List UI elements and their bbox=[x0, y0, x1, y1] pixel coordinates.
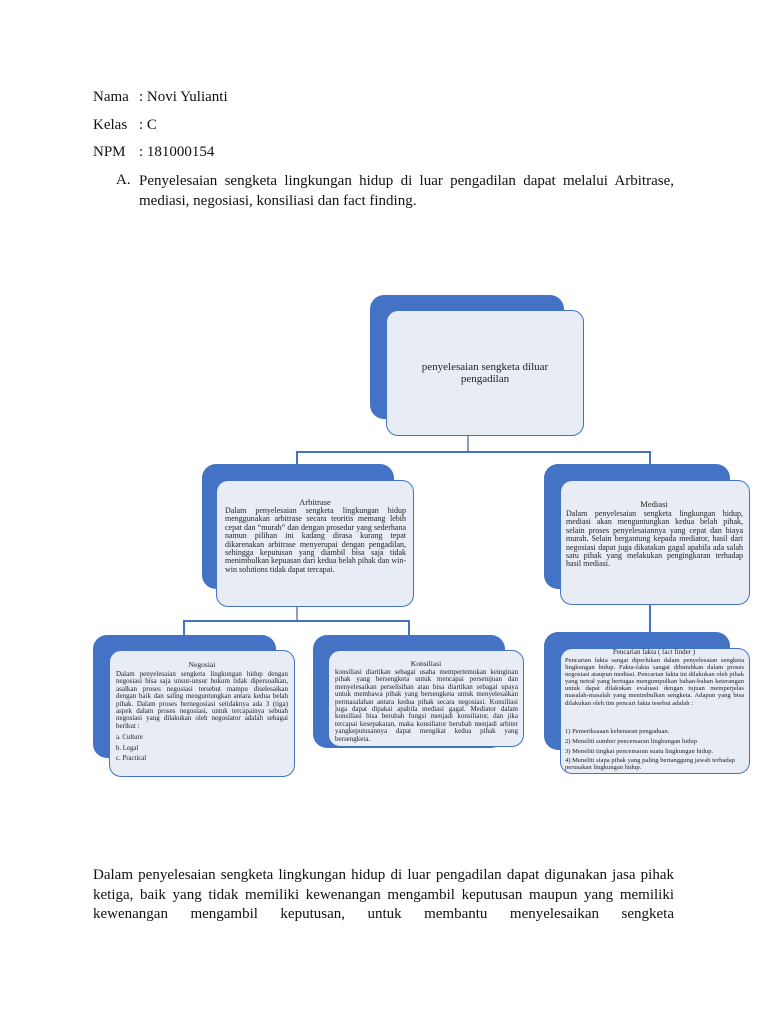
item-a-text: Penyelesaian sengketa lingkungan hidup di luar pengadilan dapat melalui Arbitrase, mediasi, negosiasi, konsiliasi dan fact finding. bbox=[139, 173, 674, 209]
konsiliasi-title: Konsiliasi bbox=[410, 659, 442, 668]
connector-level2-bar bbox=[183, 620, 409, 622]
negosiasi-list-item: a. Culture bbox=[116, 734, 143, 741]
pencarian-list-item: 3) Meneliti tingkat pencemaran suatu lingkungan hidup. bbox=[565, 748, 714, 755]
npm-value: : 181000154 bbox=[139, 144, 215, 160]
pencarian-list-item: 4) Meneliti siapa pihak yang paling bertanggung jawab terhadap perusakan lingkungan hidup. bbox=[565, 757, 735, 772]
kelas-value: : C bbox=[139, 117, 157, 133]
negosiasi-body: Dalam penyelesaian sengketa lingkungan hidup dengan negosiasi bisa saja unsur-unsur hukum tidak dipersoalkan, asalkan proses negosiasi tersebut mampu diselesaikan dengan baik dan saling menguntungkan antara kedua belah pihak. Dalam proses bernegosiasi setidaknya ada 3 (tiga) aspek dalam proses negosiasi, untuk tercapainya sebuah negosiasi yang dilakukan oleh negosiator adalah sebagai berikut : bbox=[116, 670, 288, 730]
mediasi-body: Dalam penyelesaian sengketa lingkungan hidup, mediasi akan menguntungkan kedua belah pihak, selain proses penyelesaiannya yang cepat dan biaya murah. Selain bergantung kepada mediator, hasil dari negosiasi dapat juga dikatakan gagal apabila ada salah satu pihak yang melakukan pengingkaran terhadap hasil mediasi. bbox=[566, 509, 743, 569]
bottom-paragraph: Dalam penyelesaian sengketa lingkungan hidup di luar pengadilan dapat digunakan jasa pihak ketiga, baik yang tidak memiliki kewenangan mengambil keputusan maupun yang memiliki kewenangan mengambil keputusan, untuk membantu menyelesaikan sengketa bbox=[93, 867, 674, 922]
nama-value: : Novi Yulianti bbox=[139, 89, 228, 105]
connector-to-konsiliasi bbox=[408, 620, 410, 636]
pencarian-title: Pencarian fakta ( fact finder ) bbox=[612, 648, 696, 656]
connector-to-negosiasi bbox=[183, 620, 185, 636]
pencarian-body: Pencarian fakta sangat diperlukan dalam penyelesaian sengketa lingkungan hidup. Fakta-fakta sangat dibutuhkan dalam proses negosiasi ataupun mediasi. Pencarian fakta ini dilakukan oleh pihak yang netral yang bertugas mengumpulkan bahan-bahan keterangan untuk dapat dilakukan evaluasi dengan tujuan memperjelas masalah-masalah yang menimbulkan sengketa. Adapun yang bisa dilakukan oleh tim pencari fakta tesebut adalah : bbox=[565, 657, 744, 707]
item-a-marker: A. bbox=[116, 172, 131, 188]
root-title: penyelesaian sengketa diluar pengadilan bbox=[421, 361, 549, 385]
npm-label: NPM bbox=[93, 144, 126, 160]
connector-level1-bar bbox=[296, 451, 650, 453]
nama-line bbox=[93, 87, 228, 107]
kelas-line bbox=[93, 115, 157, 135]
connector-arbitrase-stem bbox=[296, 606, 298, 621]
connector-to-arbitrase bbox=[296, 451, 298, 465]
npm-line bbox=[93, 142, 214, 162]
pencarian-list-item: 1) Pemeriksaaan kebenaran pengaduan. bbox=[565, 728, 670, 735]
arbitrase-body: Dalam penyelesaian sengketa lingkungan hidup menggunakan arbitrase secara teoritis memang lebih cepat dan “murah” dan dengan prosedur yang sederhana namun pilihan ini kadang dirasa kurang tepat dikarenakan arbitrase menyerupai dengan pengadilan, sehingga keputusan yang diambil bisa saja tidak menimbulkan kepuasan dari kedua belah pihak dan win-win solutions tidak dapat tercapai. bbox=[225, 506, 406, 574]
kelas-label: Kelas bbox=[93, 117, 128, 133]
konsiliasi-body: konsiliasi diartikan sebagai usaha mempertemukan keinginan pihak yang bersengketa untuk mencapai persetujuan dan menyelesaikan perselisihan atau bisa diartikan sebagai upaya untuk membawa pihak yang bersengketa untuk menyelesaikan permasalahan antara kedua pihak secara negosiasi. Konsiliasi juga dapat dipakai apabila mediasi gagal. Mediator dalam konsiliasi bisa berubah fungsi menjadi konsiliator, dan jika tercapai kesepakatan, maka konsiliator berubah menjadi arbiter yangkeputusannya dapat mengikat kedua pihak yang bersengketa. bbox=[335, 668, 518, 743]
arbitrase-title: Arbitrase bbox=[299, 497, 331, 507]
negosiasi-list-item: c. Practical bbox=[116, 755, 147, 762]
connector-to-mediasi bbox=[649, 451, 651, 465]
mediasi-title: Mediasi bbox=[640, 499, 668, 509]
pencarian-list-item: 2) Meneliti sumber pencemaran lingkungan hidup bbox=[565, 738, 698, 745]
nama-label: Nama bbox=[93, 89, 129, 105]
negosiasi-list-item: b. Legal bbox=[116, 745, 139, 752]
connector-mediasi-to-pencarian bbox=[649, 604, 651, 632]
negosiasi-title: Negosiai bbox=[188, 660, 216, 669]
